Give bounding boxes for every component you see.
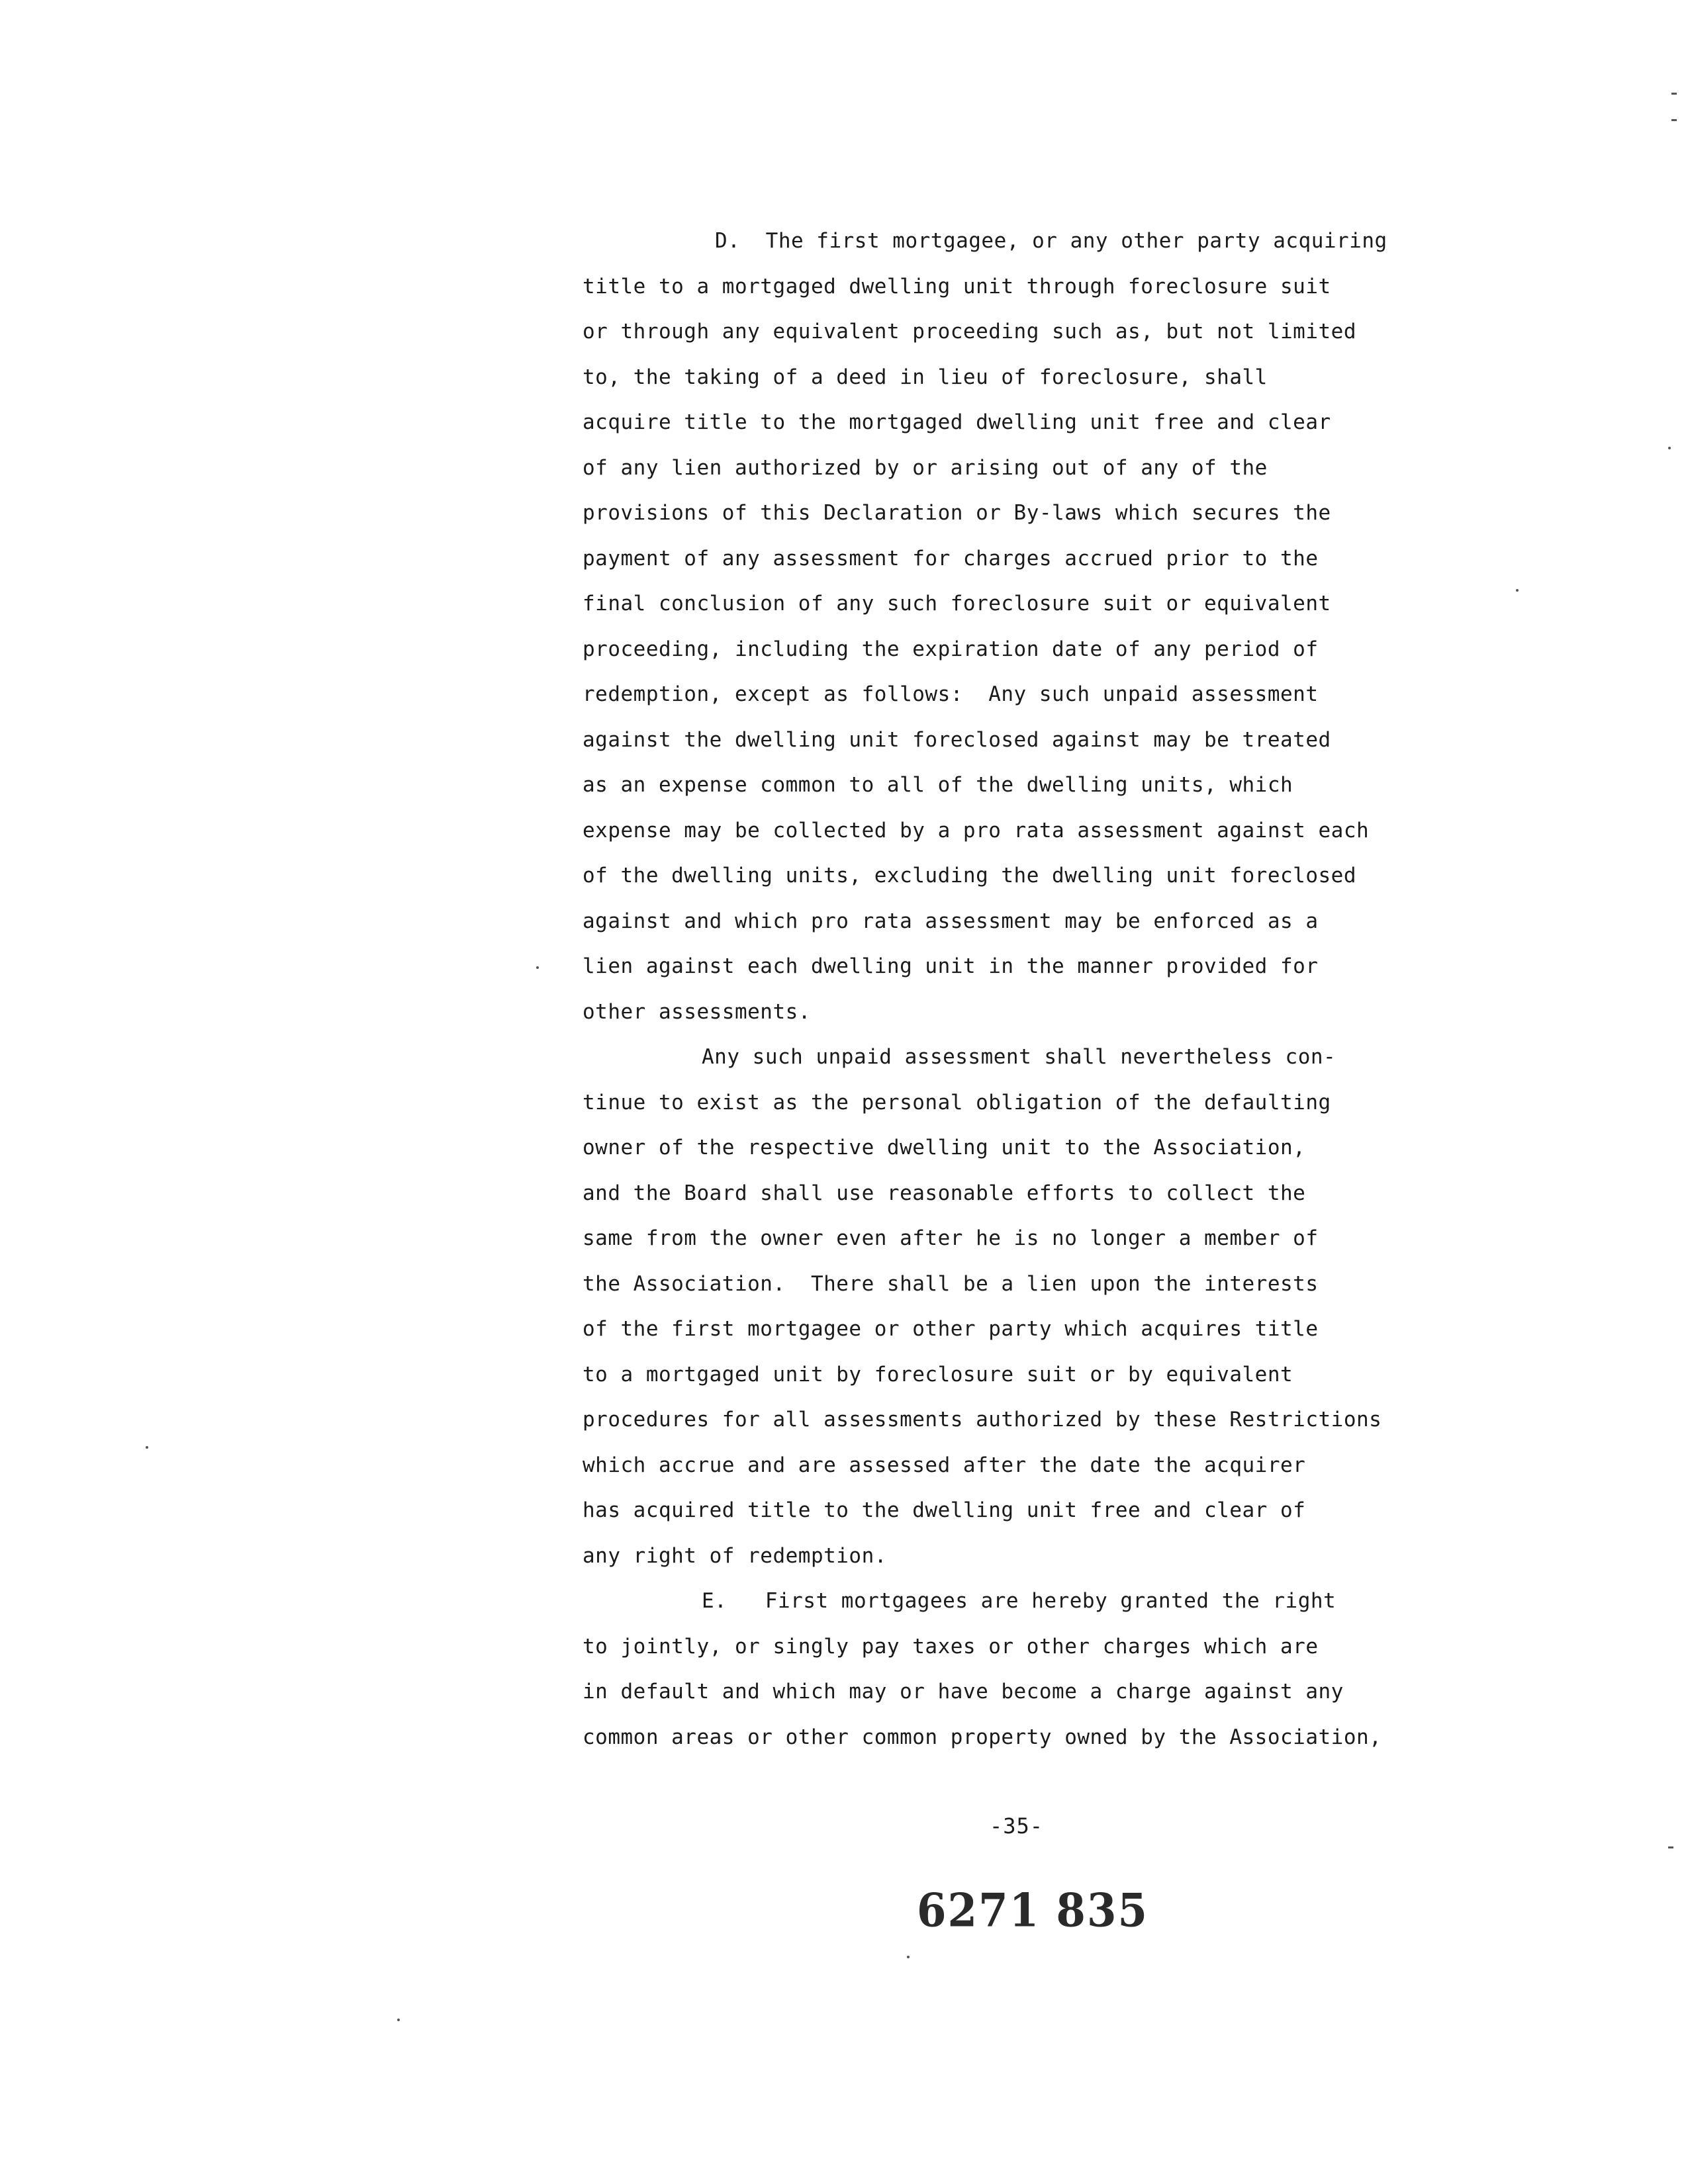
- text-line: of the first mortgagee or other party which acquires title: [583, 1317, 1319, 1341]
- text-line: of the dwelling units, excluding the dwelling unit foreclosed: [583, 864, 1356, 887]
- text-line: payment of any assessment for charges accrued prior to the: [583, 546, 1319, 570]
- text-line: lien against each dwelling unit in the manner provided for: [583, 954, 1319, 978]
- page-number: -35-: [990, 1813, 1044, 1839]
- text-line: against the dwelling unit foreclosed against may be treated: [583, 727, 1331, 752]
- text-line: against and which pro rata assessment may be enforced as a: [583, 909, 1319, 933]
- text-line: owner of the respective dwelling unit to the Association,: [583, 1136, 1306, 1160]
- text-line: D. The first mortgagee, or any other party acquiring: [715, 229, 1387, 253]
- text-line: of any lien authorized by or arising out of any of the: [583, 455, 1268, 480]
- scan-speck: [1668, 447, 1671, 449]
- text-line: which accrue and are assessed after the date the acquirer: [583, 1453, 1306, 1477]
- scan-speck: [907, 1956, 910, 1958]
- text-line: or through any equivalent proceeding such as, but not limited: [583, 320, 1356, 343]
- text-line: as an expense common to all of the dwelling units, which: [583, 773, 1293, 797]
- text-line: final conclusion of any such foreclosure suit or equivalent: [583, 592, 1331, 615]
- scan-speck: [1668, 1846, 1673, 1848]
- book-page-stamp: 6271 835: [917, 1884, 1149, 1938]
- body-text: [583, 218, 1496, 1760]
- scan-speck: [1671, 119, 1677, 121]
- scan-speck: [536, 966, 539, 969]
- text-line: and the Board shall use reasonable efforts to collect the: [583, 1181, 1306, 1205]
- text-line: common areas or other common property owned by the Association,: [583, 1725, 1382, 1749]
- text-line: any right of redemption.: [583, 1543, 887, 1568]
- text-line: to, the taking of a deed in lieu of foreclosure, shall: [583, 365, 1268, 389]
- text-line: title to a mortgaged dwelling unit through foreclosure suit: [583, 274, 1331, 298]
- text-line: to a mortgaged unit by foreclosure suit or by equivalent: [583, 1362, 1293, 1387]
- scan-speck: [397, 2019, 400, 2021]
- text-line: to jointly, or singly pay taxes or other charges which are: [583, 1634, 1319, 1659]
- text-line: provisions of this Declaration or By-laws which secures the: [583, 501, 1331, 525]
- text-line: Any such unpaid assessment shall nevertheless con-: [702, 1045, 1336, 1069]
- text-line: expense may be collected by a pro rata assessment against each: [583, 818, 1370, 842]
- text-line: procedures for all assessments authorized by these Restrictions: [583, 1408, 1382, 1432]
- text-line: redemption, except as follows: Any such unpaid assessment: [583, 682, 1319, 706]
- scan-speck: [146, 1446, 148, 1449]
- text-line: the Association. There shall be a lien upon the interests: [583, 1271, 1319, 1296]
- text-line: proceeding, including the expiration date of any period of: [583, 637, 1319, 661]
- text-line: same from the owner even after he is no longer a member of: [583, 1226, 1319, 1250]
- text-line: has acquired title to the dwelling unit free and clear of: [583, 1498, 1306, 1522]
- text-line: in default and which may or have become a charge against any: [583, 1680, 1344, 1704]
- text-line: other assessments.: [583, 999, 811, 1024]
- text-line: acquire title to the mortgaged dwelling unit free and clear: [583, 410, 1331, 434]
- scan-speck: [1671, 93, 1677, 95]
- scan-speck: [1516, 589, 1519, 592]
- text-line: E. First mortgagees are hereby granted the right: [702, 1589, 1336, 1613]
- text-line: tinue to exist as the personal obligation of the defaulting: [583, 1090, 1331, 1115]
